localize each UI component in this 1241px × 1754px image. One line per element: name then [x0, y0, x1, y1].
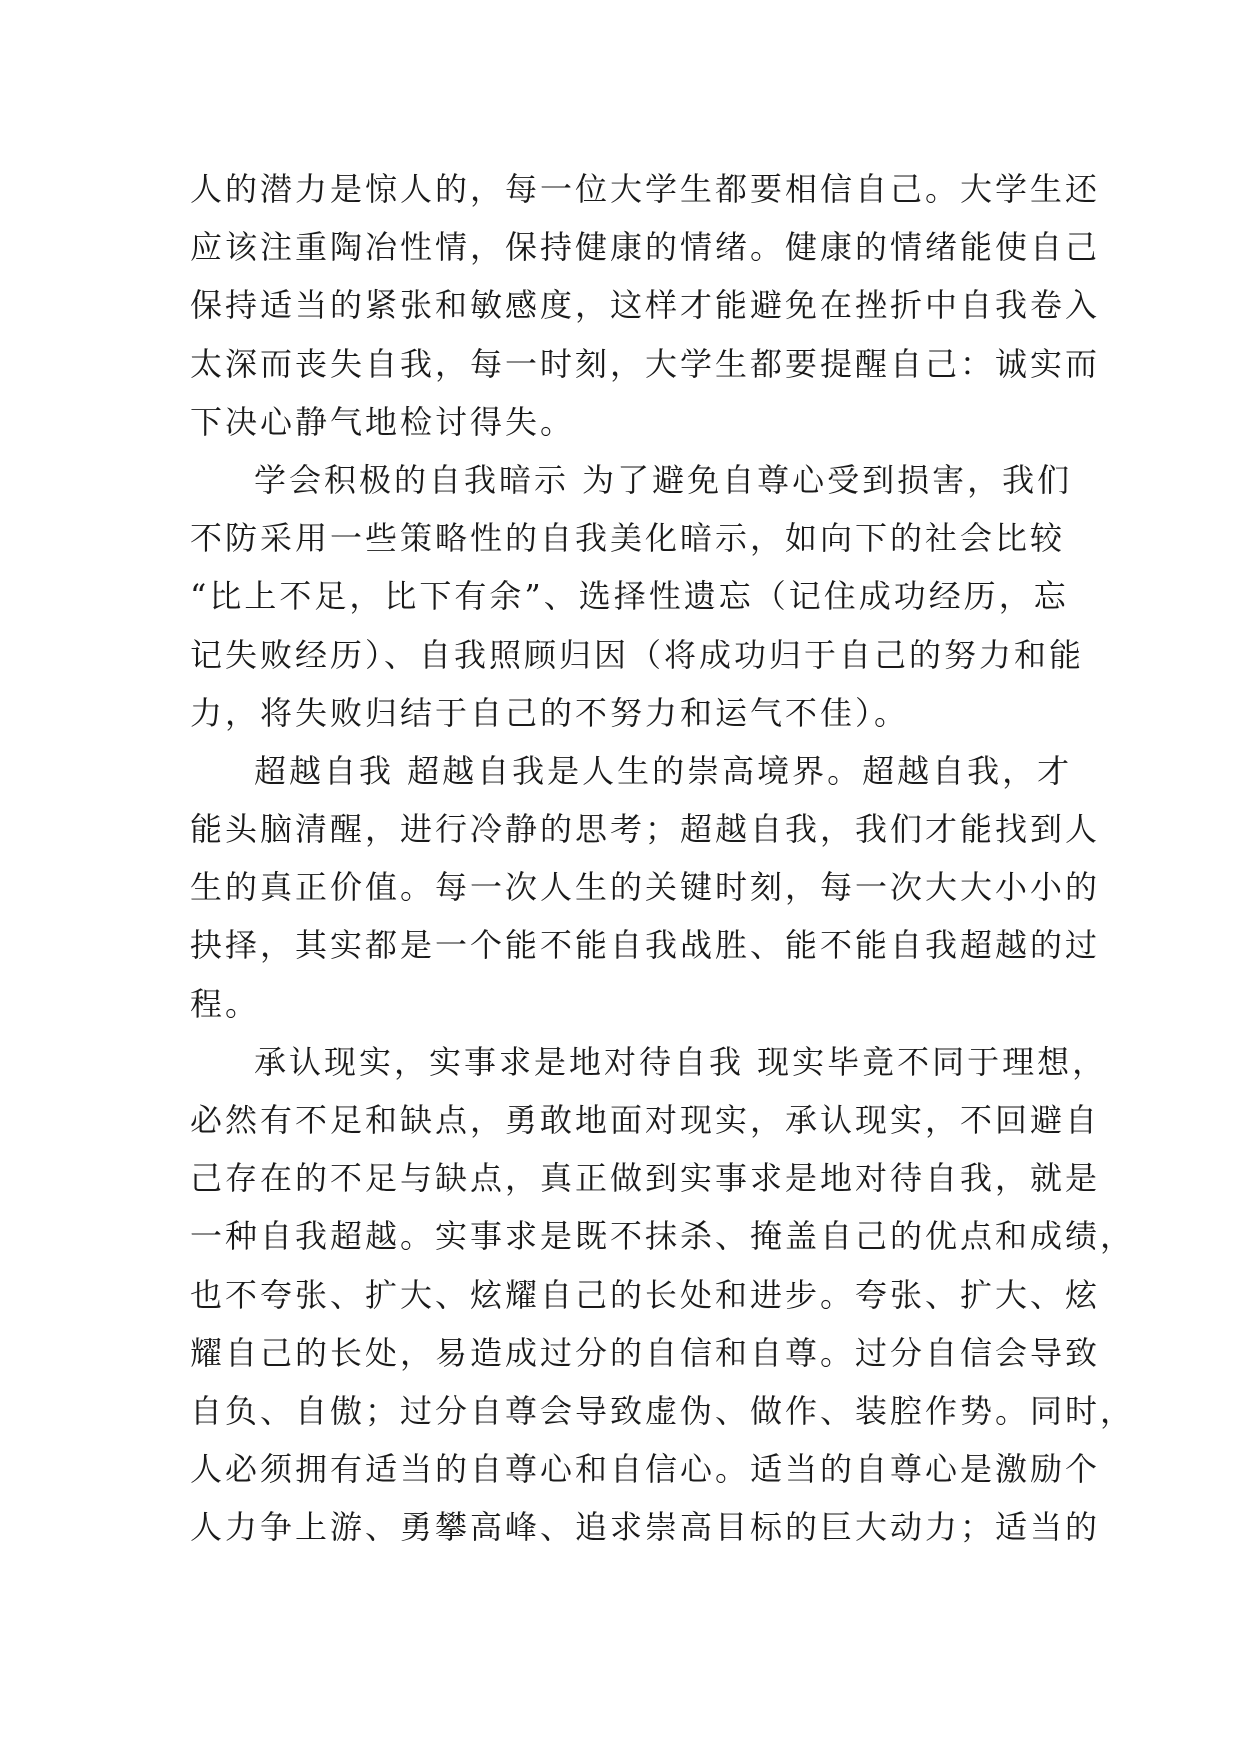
text-line: 应该注重陶冶性情，保持健康的情绪。健康的情绪能使自己 [190, 228, 1101, 267]
paragraph-heading-line: 承认现实，实事求是地对待自我 现实毕竟不同于理想， [254, 1042, 1108, 1081]
text-line: 自负、自傲；过分自尊会导致虚伪、做作、装腔作势。同时， [190, 1391, 1136, 1430]
text-line: 下决心静气地检讨得失。 [190, 402, 576, 441]
text-line: 人力争上游、勇攀高峰、追求崇高目标的巨大动力；适当的 [190, 1508, 1101, 1547]
text-line: 能头脑清醒，进行冷静的思考；超越自我，我们才能找到人 [190, 810, 1101, 849]
text-line: 太深而丧失自我，每一时刻，大学生都要提醒自己：诚实而 [190, 344, 1101, 383]
text-line: 一种自我超越。实事求是既不抹杀、掩盖自己的优点和成绩， [190, 1217, 1136, 1256]
text-line: 己存在的不足与缺点，真正做到实事求是地对待自我，就是 [190, 1159, 1101, 1198]
text-line: 人的潜力是惊人的，每一位大学生都要相信自己。大学生还 [190, 170, 1101, 208]
text-line: 记失败经历）、自我照顾归因（将成功归于自己的努力和能 [190, 635, 1085, 674]
text-line: 保持适当的紧张和敏感度，这样才能避免在挫折中自我卷入 [190, 286, 1101, 325]
text-line: 人必须拥有适当的自尊心和自信心。适当的自尊心是激励个 [190, 1450, 1101, 1489]
text-line: 不防采用一些策略性的自我美化暗示，如向下的社会比较 [190, 519, 1066, 558]
text-line: 抉择，其实都是一个能不能自我战胜、能不能自我超越的过 [190, 926, 1101, 965]
paragraph-heading-line: 超越自我 超越自我是人生的崇高境界。超越自我，才 [254, 751, 1073, 790]
text-line: “比上不足，比下有余”、选择性遗忘（记住成功经历，忘 [190, 577, 1069, 616]
text-line: 程。 [190, 984, 261, 1023]
paragraph-heading-line: 学会积极的自我暗示 为了避免自尊心受到损害，我们 [254, 460, 1073, 499]
document-body [190, 160, 1136, 1557]
text-line: 必然有不足和缺点，勇敢地面对现实，承认现实，不回避自 [190, 1101, 1101, 1139]
text-line: 力，将失败归结于自己的不努力和运气不佳）。 [190, 693, 910, 732]
text-line: 耀自己的长处，易造成过分的自信和自尊。过分自信会导致 [190, 1333, 1101, 1372]
text-line: 生的真正价值。每一次人生的关键时刻，每一次大大小小的 [190, 868, 1101, 907]
text-line: 也不夸张、扩大、炫耀自己的长处和进步。夸张、扩大、炫 [190, 1275, 1101, 1314]
